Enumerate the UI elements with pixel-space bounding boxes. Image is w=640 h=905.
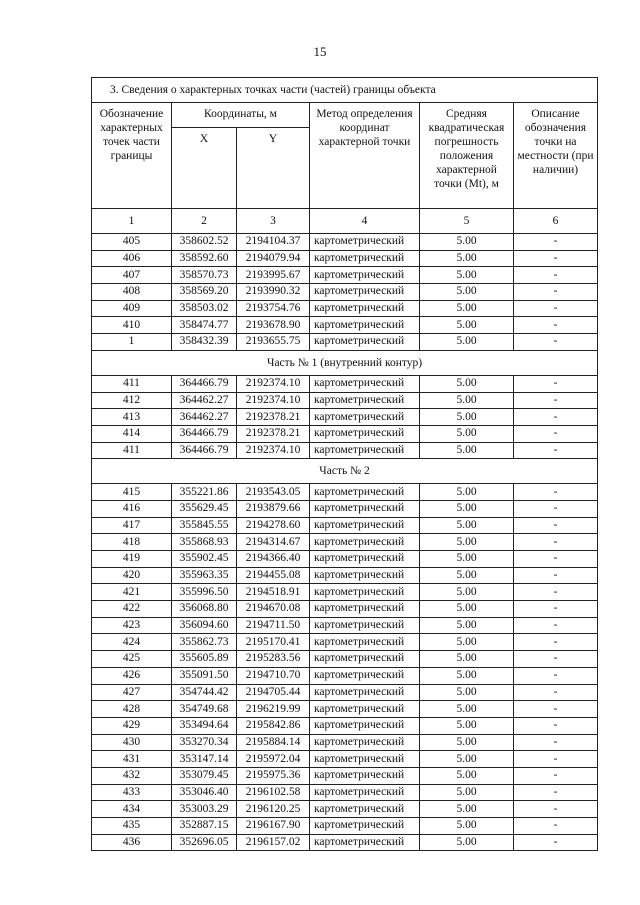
description-cell: - — [514, 442, 598, 459]
table-row — [92, 801, 598, 818]
y-coord-cell: 2196219.99 — [237, 701, 310, 718]
description-cell: - — [514, 317, 598, 334]
error-cell: 5.00 — [420, 551, 514, 568]
x-coord-cell: 354749.68 — [172, 701, 237, 718]
error-cell: 5.00 — [420, 534, 514, 551]
table-row — [92, 717, 598, 734]
header-x: X — [172, 128, 237, 209]
method-cell: картометрический — [310, 801, 420, 818]
y-coord-cell: 2196167.90 — [237, 818, 310, 835]
description-cell: - — [514, 284, 598, 301]
table-row — [92, 617, 598, 634]
x-coord-cell: 355221.86 — [172, 484, 237, 501]
y-coord-cell: 2195975.36 — [237, 767, 310, 784]
description-cell: - — [514, 701, 598, 718]
header-error: Средняя квадратическая погрешность положения характерной точки (Mt), м — [420, 103, 514, 209]
x-coord-cell: 353494.64 — [172, 717, 237, 734]
table-row — [92, 567, 598, 584]
description-cell: - — [514, 234, 598, 251]
section-label: Часть № 2 — [92, 459, 598, 484]
y-coord-cell: 2194705.44 — [237, 684, 310, 701]
table-row — [92, 267, 598, 284]
method-cell: картометрический — [310, 767, 420, 784]
method-cell: картометрический — [310, 601, 420, 618]
table-body — [92, 234, 598, 851]
y-coord-cell: 2196102.58 — [237, 784, 310, 801]
header-designation: Обозначение характерных точек части границы — [92, 103, 172, 209]
method-cell: картометрический — [310, 784, 420, 801]
point-id-cell: 417 — [92, 517, 172, 534]
error-cell: 5.00 — [420, 701, 514, 718]
error-cell: 5.00 — [420, 517, 514, 534]
y-coord-cell: 2193990.32 — [237, 284, 310, 301]
x-coord-cell: 358569.20 — [172, 284, 237, 301]
table-row — [92, 651, 598, 668]
description-cell: - — [514, 801, 598, 818]
y-coord-cell: 2192374.10 — [237, 375, 310, 392]
x-coord-cell: 355868.93 — [172, 534, 237, 551]
table-row — [92, 517, 598, 534]
description-cell: - — [514, 250, 598, 267]
error-cell: 5.00 — [420, 617, 514, 634]
description-cell: - — [514, 751, 598, 768]
description-cell: - — [514, 425, 598, 442]
y-coord-cell: 2194710.70 — [237, 667, 310, 684]
y-coord-cell: 2194104.37 — [237, 234, 310, 251]
point-id-cell: 434 — [92, 801, 172, 818]
section-row — [92, 350, 598, 375]
error-cell: 5.00 — [420, 375, 514, 392]
y-coord-cell: 2194366.40 — [237, 551, 310, 568]
method-cell: картометрический — [310, 634, 420, 651]
y-coord-cell: 2196157.02 — [237, 834, 310, 851]
point-id-cell: 435 — [92, 818, 172, 835]
method-cell: картометрический — [310, 818, 420, 835]
description-cell: - — [514, 392, 598, 409]
method-cell: картометрический — [310, 334, 420, 351]
y-coord-cell: 2193995.67 — [237, 267, 310, 284]
method-cell: картометрический — [310, 442, 420, 459]
x-coord-cell: 353003.29 — [172, 801, 237, 818]
y-coord-cell: 2195283.56 — [237, 651, 310, 668]
x-coord-cell: 364466.79 — [172, 375, 237, 392]
table-row — [92, 334, 598, 351]
error-cell: 5.00 — [420, 234, 514, 251]
section-label: Часть № 1 (внутренний контур) — [92, 350, 598, 375]
method-cell: картометрический — [310, 375, 420, 392]
table-title: 3. Сведения о характерных точках части (частей) границы объекта — [92, 78, 598, 103]
y-coord-cell: 2193655.75 — [237, 334, 310, 351]
table-row — [92, 317, 598, 334]
table-row — [92, 834, 598, 851]
method-cell: картометрический — [310, 250, 420, 267]
table-row — [92, 284, 598, 301]
x-coord-cell: 352696.05 — [172, 834, 237, 851]
table-row — [92, 734, 598, 751]
x-coord-cell: 364466.79 — [172, 425, 237, 442]
point-id-cell: 409 — [92, 300, 172, 317]
method-cell: картометрический — [310, 751, 420, 768]
y-coord-cell: 2196120.25 — [237, 801, 310, 818]
point-id-cell: 425 — [92, 651, 172, 668]
error-cell: 5.00 — [420, 425, 514, 442]
y-coord-cell: 2194278.60 — [237, 517, 310, 534]
x-coord-cell: 355963.35 — [172, 567, 237, 584]
method-cell: картометрический — [310, 267, 420, 284]
x-coord-cell: 355629.45 — [172, 500, 237, 517]
boundary-points-table — [91, 77, 598, 851]
x-coord-cell: 355605.89 — [172, 651, 237, 668]
x-coord-cell: 355902.45 — [172, 551, 237, 568]
y-coord-cell: 2193754.76 — [237, 300, 310, 317]
column-number: 2 — [172, 209, 237, 234]
x-coord-cell: 364462.27 — [172, 392, 237, 409]
point-id-cell: 430 — [92, 734, 172, 751]
error-cell: 5.00 — [420, 784, 514, 801]
method-cell: картометрический — [310, 409, 420, 426]
method-cell: картометрический — [310, 551, 420, 568]
table-row — [92, 234, 598, 251]
description-cell: - — [514, 409, 598, 426]
method-cell: картометрический — [310, 834, 420, 851]
error-cell: 5.00 — [420, 409, 514, 426]
point-id-cell: 406 — [92, 250, 172, 267]
error-cell: 5.00 — [420, 801, 514, 818]
description-cell: - — [514, 551, 598, 568]
point-id-cell: 410 — [92, 317, 172, 334]
x-coord-cell: 353270.34 — [172, 734, 237, 751]
y-coord-cell: 2193678.90 — [237, 317, 310, 334]
x-coord-cell: 355845.55 — [172, 517, 237, 534]
method-cell: картометрический — [310, 701, 420, 718]
description-cell: - — [514, 484, 598, 501]
description-cell: - — [514, 601, 598, 618]
header-description: Описание обозначения точки на местности (при наличии) — [514, 103, 598, 209]
table-row — [92, 551, 598, 568]
point-id-cell: 407 — [92, 267, 172, 284]
error-cell: 5.00 — [420, 442, 514, 459]
y-coord-cell: 2194518.91 — [237, 584, 310, 601]
point-id-cell: 420 — [92, 567, 172, 584]
error-cell: 5.00 — [420, 717, 514, 734]
table-row — [92, 250, 598, 267]
error-cell: 5.00 — [420, 601, 514, 618]
description-cell: - — [514, 500, 598, 517]
table-row — [92, 584, 598, 601]
error-cell: 5.00 — [420, 250, 514, 267]
x-coord-cell: 364466.79 — [172, 442, 237, 459]
page-number: 15 — [313, 44, 327, 59]
table-row — [92, 442, 598, 459]
error-cell: 5.00 — [420, 567, 514, 584]
column-number: 5 — [420, 209, 514, 234]
error-cell: 5.00 — [420, 284, 514, 301]
description-cell: - — [514, 584, 598, 601]
description-cell: - — [514, 534, 598, 551]
x-coord-cell: 353147.14 — [172, 751, 237, 768]
description-cell: - — [514, 667, 598, 684]
table-row — [92, 751, 598, 768]
method-cell: картометрический — [310, 734, 420, 751]
point-id-cell: 431 — [92, 751, 172, 768]
description-cell: - — [514, 267, 598, 284]
y-coord-cell: 2192378.21 — [237, 409, 310, 426]
table-row — [92, 818, 598, 835]
description-cell: - — [514, 651, 598, 668]
y-coord-cell: 2194670.08 — [237, 601, 310, 618]
table-row — [92, 500, 598, 517]
table-row — [92, 425, 598, 442]
point-id-cell: 424 — [92, 634, 172, 651]
table-row — [92, 484, 598, 501]
table-row — [92, 667, 598, 684]
error-cell: 5.00 — [420, 818, 514, 835]
point-id-cell: 414 — [92, 425, 172, 442]
method-cell: картометрический — [310, 717, 420, 734]
header-coordinates: Координаты, м — [172, 103, 310, 128]
point-id-cell: 418 — [92, 534, 172, 551]
point-id-cell: 427 — [92, 684, 172, 701]
table-row — [92, 701, 598, 718]
table-row — [92, 300, 598, 317]
method-cell: картометрический — [310, 300, 420, 317]
method-cell: картометрический — [310, 484, 420, 501]
error-cell: 5.00 — [420, 500, 514, 517]
y-coord-cell: 2194711.50 — [237, 617, 310, 634]
description-cell: - — [514, 567, 598, 584]
point-id-cell: 432 — [92, 767, 172, 784]
x-coord-cell: 353079.45 — [172, 767, 237, 784]
column-number: 6 — [514, 209, 598, 234]
description-cell: - — [514, 684, 598, 701]
column-number: 1 — [92, 209, 172, 234]
error-cell: 5.00 — [420, 334, 514, 351]
x-coord-cell: 353046.40 — [172, 784, 237, 801]
method-cell: картометрический — [310, 667, 420, 684]
error-cell: 5.00 — [420, 392, 514, 409]
y-coord-cell: 2195170.41 — [237, 634, 310, 651]
column-number: 4 — [310, 209, 420, 234]
y-coord-cell: 2193543.05 — [237, 484, 310, 501]
x-coord-cell: 364462.27 — [172, 409, 237, 426]
description-cell: - — [514, 784, 598, 801]
y-coord-cell: 2193879.66 — [237, 500, 310, 517]
table-row — [92, 634, 598, 651]
x-coord-cell: 355862.73 — [172, 634, 237, 651]
y-coord-cell: 2192374.10 — [237, 392, 310, 409]
error-cell: 5.00 — [420, 317, 514, 334]
column-number: 3 — [237, 209, 310, 234]
table-row — [92, 684, 598, 701]
x-coord-cell: 358432.39 — [172, 334, 237, 351]
y-coord-cell: 2192374.10 — [237, 442, 310, 459]
x-coord-cell: 358503.02 — [172, 300, 237, 317]
description-cell: - — [514, 617, 598, 634]
method-cell: картометрический — [310, 392, 420, 409]
point-id-cell: 412 — [92, 392, 172, 409]
point-id-cell: 416 — [92, 500, 172, 517]
y-coord-cell: 2194079.94 — [237, 250, 310, 267]
y-coord-cell: 2195842.86 — [237, 717, 310, 734]
method-cell: картометрический — [310, 651, 420, 668]
header-y: Y — [237, 128, 310, 209]
error-cell: 5.00 — [420, 267, 514, 284]
point-id-cell: 428 — [92, 701, 172, 718]
point-id-cell: 411 — [92, 442, 172, 459]
point-id-cell: 415 — [92, 484, 172, 501]
point-id-cell: 405 — [92, 234, 172, 251]
point-id-cell: 408 — [92, 284, 172, 301]
header-method: Метод определения координат характерной точки — [310, 103, 420, 209]
method-cell: картометрический — [310, 617, 420, 634]
error-cell: 5.00 — [420, 684, 514, 701]
column-numbers-row — [92, 209, 598, 234]
table-row — [92, 534, 598, 551]
y-coord-cell: 2194455.08 — [237, 567, 310, 584]
point-id-cell: 1 — [92, 334, 172, 351]
x-coord-cell: 358602.52 — [172, 234, 237, 251]
error-cell: 5.00 — [420, 584, 514, 601]
method-cell: картометрический — [310, 534, 420, 551]
point-id-cell: 426 — [92, 667, 172, 684]
x-coord-cell: 355996.50 — [172, 584, 237, 601]
x-coord-cell: 358570.73 — [172, 267, 237, 284]
description-cell: - — [514, 834, 598, 851]
point-id-cell: 423 — [92, 617, 172, 634]
method-cell: картометрический — [310, 425, 420, 442]
description-cell: - — [514, 334, 598, 351]
table-row — [92, 409, 598, 426]
x-coord-cell: 356094.60 — [172, 617, 237, 634]
method-cell: картометрический — [310, 567, 420, 584]
description-cell: - — [514, 818, 598, 835]
error-cell: 5.00 — [420, 667, 514, 684]
error-cell: 5.00 — [420, 484, 514, 501]
error-cell: 5.00 — [420, 767, 514, 784]
method-cell: картометрический — [310, 317, 420, 334]
error-cell: 5.00 — [420, 300, 514, 317]
method-cell: картометрический — [310, 284, 420, 301]
x-coord-cell: 358592.60 — [172, 250, 237, 267]
point-id-cell: 433 — [92, 784, 172, 801]
description-cell: - — [514, 717, 598, 734]
point-id-cell: 419 — [92, 551, 172, 568]
description-cell: - — [514, 517, 598, 534]
point-id-cell: 429 — [92, 717, 172, 734]
error-cell: 5.00 — [420, 834, 514, 851]
description-cell: - — [514, 634, 598, 651]
x-coord-cell: 358474.77 — [172, 317, 237, 334]
description-cell: - — [514, 734, 598, 751]
error-cell: 5.00 — [420, 651, 514, 668]
point-id-cell: 411 — [92, 375, 172, 392]
method-cell: картометрический — [310, 517, 420, 534]
method-cell: картометрический — [310, 500, 420, 517]
point-id-cell: 422 — [92, 601, 172, 618]
description-cell: - — [514, 300, 598, 317]
description-cell: - — [514, 375, 598, 392]
method-cell: картометрический — [310, 584, 420, 601]
point-id-cell: 436 — [92, 834, 172, 851]
y-coord-cell: 2192378.21 — [237, 425, 310, 442]
error-cell: 5.00 — [420, 734, 514, 751]
description-cell: - — [514, 767, 598, 784]
point-id-cell: 421 — [92, 584, 172, 601]
method-cell: картометрический — [310, 234, 420, 251]
y-coord-cell: 2195884.14 — [237, 734, 310, 751]
method-cell: картометрический — [310, 684, 420, 701]
table-row — [92, 767, 598, 784]
x-coord-cell: 352887.15 — [172, 818, 237, 835]
table-row — [92, 784, 598, 801]
table-row — [92, 601, 598, 618]
error-cell: 5.00 — [420, 751, 514, 768]
y-coord-cell: 2194314.67 — [237, 534, 310, 551]
section-row — [92, 459, 598, 484]
point-id-cell: 413 — [92, 409, 172, 426]
table-row — [92, 375, 598, 392]
y-coord-cell: 2195972.04 — [237, 751, 310, 768]
table-row — [92, 392, 598, 409]
error-cell: 5.00 — [420, 634, 514, 651]
x-coord-cell: 355091.50 — [172, 667, 237, 684]
x-coord-cell: 354744.42 — [172, 684, 237, 701]
x-coord-cell: 356068.80 — [172, 601, 237, 618]
